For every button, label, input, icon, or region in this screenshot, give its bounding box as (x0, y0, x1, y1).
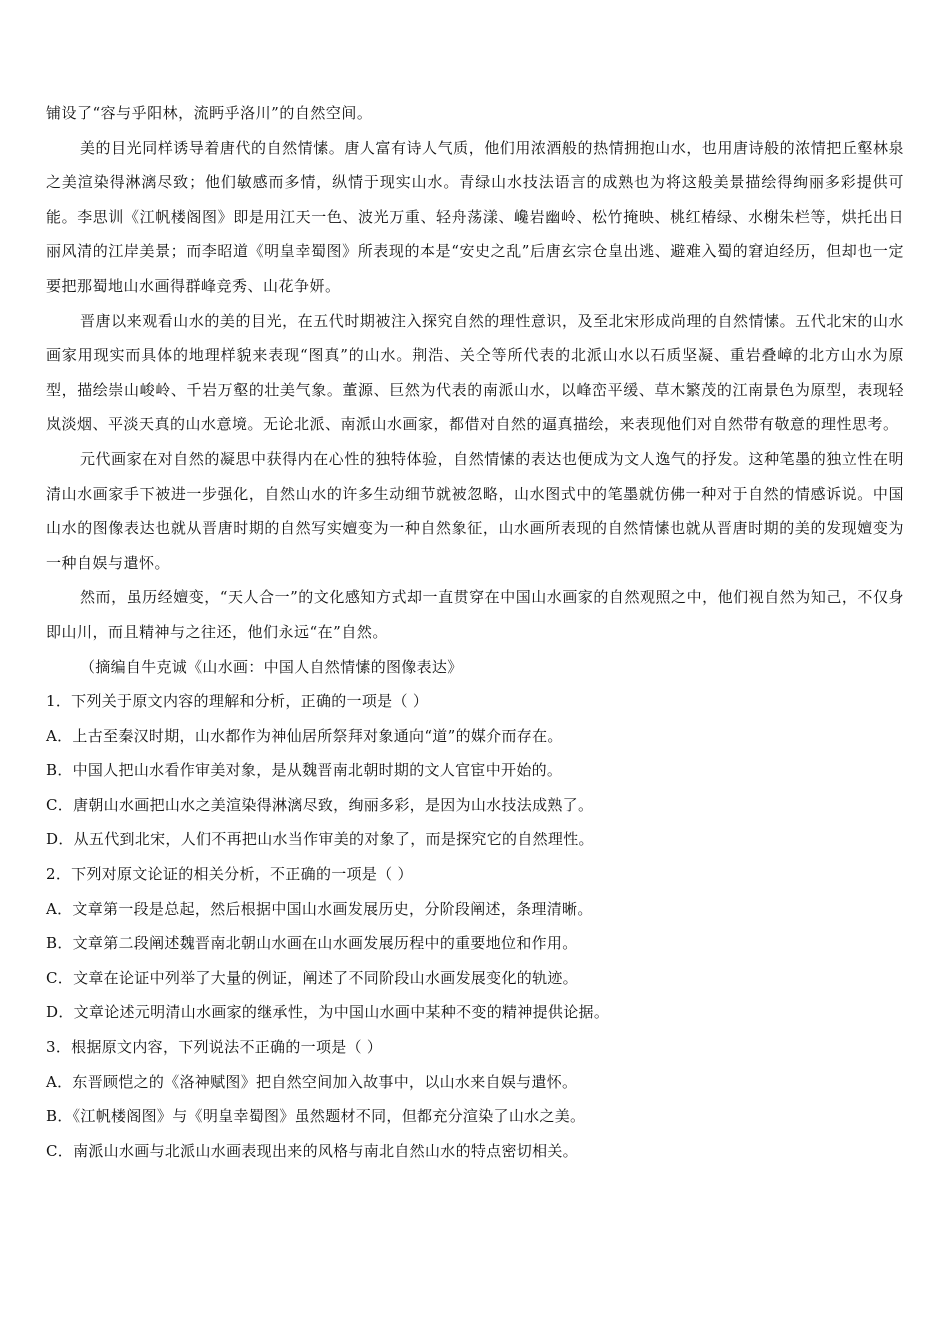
question-option: D．文章论述元明清山水画家的继承性，为中国山水画中某种不变的精神提供论据。 (46, 1003, 610, 1022)
passage-paragraph-3: 晋唐以来观看山水的美的目光，在五代时期被注入探究自然的理性意识，及至北宋形成尚理的自然情愫。五代北宋的山水画家用现实而具体的地理样貌来表现“图真”的山水。荆浩、关仝等所代表的北派山水以石质坚凝、重岩叠嶂的北方山水为原型，描绘崇山峻岭、千岩万壑的壮美气象。董源、巨然为代表的南派山水，以峰峦平缓、草木繁茂的江南景色为原型，表现轻岚淡烟、平淡天真的山水意境。无论北派、南派山水画家，都借对自然的逼真描绘，来表现他们对自然带有敬意的理性思考。 (46, 311, 904, 434)
question-option: A．文章第一段是总起，然后根据中国山水画发展历史，分阶段阐述，条理清晰。 (46, 899, 593, 918)
passage-source: （摘编自牛克诚《山水画：中国人自然情愫的图像表达》 (80, 657, 463, 676)
document-page (46, 96, 904, 1168)
question-option: C．唐朝山水画把山水之美渲染得淋漓尽致，绚丽多彩，是因为山水技法成熟了。 (46, 795, 594, 814)
passage-paragraph-5: 然而，虽历经嬗变，“天人合一”的文化感知方式却一直贯穿在中国山水画家的自然观照之中，他们视自然为知己，不仅身即山川，而且精神与之往还，他们永远“在”自然。 (46, 588, 904, 641)
question-option: D．从五代到北宋，人们不再把山水当作审美的对象了，而是探究它的自然理性。 (46, 830, 594, 849)
passage-paragraph-4: 元代画家在对自然的凝思中获得内在心性的独特体验，自然情愫的表达也便成为文人逸气的抒发。这种笔墨的独立性在明清山水画家手下被进一步强化，自然山水的许多生动细节就被忽略，山水图式中的笔墨就仿佛一种对于自然的情感诉说。中国山水的图像表达也就从晋唐时期的自然写实嬗变为一种自然象征，山水画所表现的自然情愫也就从晋唐时期的美的发现嬗变为一种自娱与遣怀。 (46, 449, 904, 572)
question-stem: 2．下列对原文论证的相关分析，不正确的一项是（ ） (46, 865, 413, 884)
question-stem: 3．根据原文内容，下列说法不正确的一项是（ ） (46, 1038, 383, 1057)
passage-paragraph-2: 美的目光同样诱导着唐代的自然情愫。唐人富有诗人气质，他们用浓酒般的热情拥抱山水，也用唐诗般的浓情把丘壑林泉之美渲染得淋漓尽致；他们敏感而多情，纵情于现实山水。青绿山水技法语言的成熟也为将这般美景描绘得绚丽多彩提供可能。李思训《江帆楼阁图》即是用江天一色、波光万重、轻舟荡漾、巉岩幽岭、松竹掩映、桃红椿绿、水榭朱栏等，烘托出日丽风清的江岸美景；而李昭道《明皇幸蜀图》所表现的本是“安史之乱”后唐玄宗仓皇出逃、避难入蜀的窘迫经历，但却也一定要把那蜀地山水画得群峰竞秀、山花争妍。 (46, 138, 904, 295)
question-stem: 1．下列关于原文内容的理解和分析，正确的一项是（ ） (46, 692, 429, 711)
question-option: B．文章第二段阐述魏晋南北朝山水画在山水画发展历程中的重要地位和作用。 (46, 934, 578, 953)
question-option: B．中国人把山水看作审美对象，是从魏晋南北朝时期的文人官宦中开始的。 (46, 761, 563, 780)
passage-paragraph-1: 铺设了“容与乎阳林，流眄乎洛川”的自然空间。 (46, 104, 373, 122)
question-3 (46, 1030, 904, 1168)
question-option: A．上古至秦汉时期，山水都作为神仙居所祭拜对象通向“道”的媒介而存在。 (46, 726, 563, 745)
question-option: C．文章在论证中列举了大量的例证，阐述了不同阶段山水画发展变化的轨迹。 (46, 968, 578, 987)
question-1 (46, 684, 904, 857)
question-option: C．南派山水画与北派山水画表现出来的风格与南北自然山水的特点密切相关。 (46, 1141, 578, 1160)
question-option: A．东晋顾恺之的《洛神赋图》把自然空间加入故事中，以山水来自娱与遣怀。 (46, 1072, 578, 1091)
question-2 (46, 857, 904, 1030)
question-option: B．《江帆楼阁图》与《明皇幸蜀图》虽然题材不同，但都充分渲染了山水之美。 (46, 1107, 586, 1126)
